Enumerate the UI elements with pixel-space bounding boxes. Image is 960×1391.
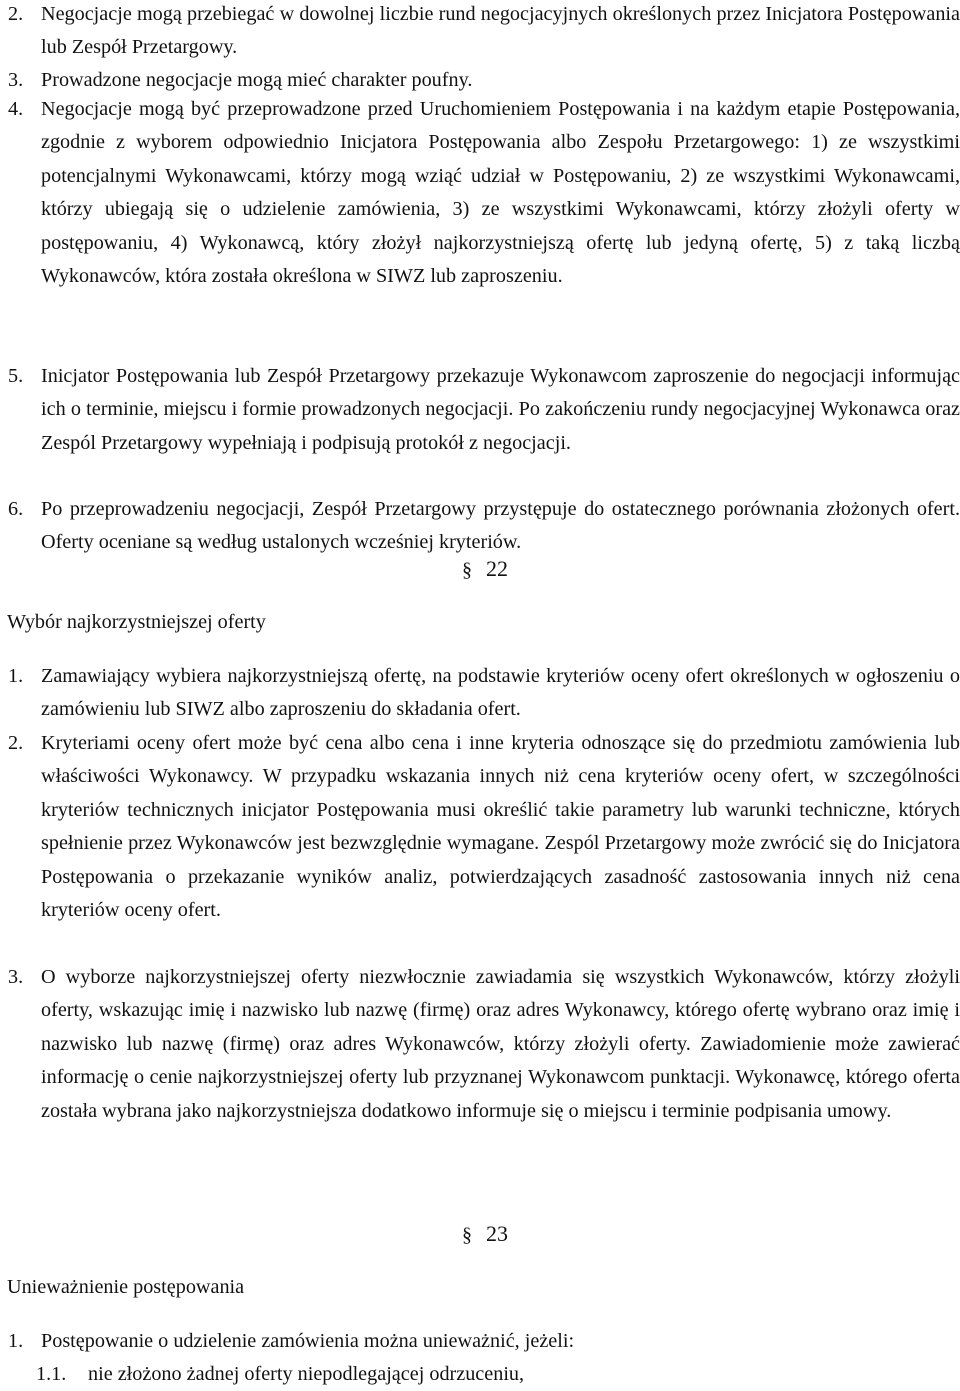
section-marker	[462, 1220, 508, 1249]
list-item	[8, 493, 960, 560]
list-item-number: 4.	[8, 98, 24, 120]
list-item	[8, 660, 960, 727]
list-item-number: 1.	[8, 665, 24, 687]
list-item	[8, 93, 960, 293]
section-symbol: §	[462, 559, 472, 581]
section-number: 22	[486, 556, 508, 581]
list-item	[8, 0, 960, 65]
section-heading: Wybór najkorzystniejszej oferty	[7, 611, 266, 633]
list-item-text: Postępowanie o udzielenie zamówienia można unieważnić, jeżeli:	[41, 1330, 575, 1352]
list-item-number: 1.	[8, 1330, 24, 1352]
list-item	[8, 727, 960, 927]
list-item-text: O wyborze najkorzystniejszej oferty niezwłocznie zawiadamia się wszystkich Wykonawców, którzy złożyli oferty, wskazując imię i nazwisko lub nazwę (firmę) oraz adres Wykonawcy, którego ofertę wybrano oraz imię i nazwisko lub nazwę (firmę) oraz adres Wykonawców, którzy złożyli oferty. Zawiadomienie może zawierać informację o cenie najkorzystniejszej oferty lub przyznanej Wykonawcom punktacji. Wykonawcę, którego oferta została wybrana jako najkorzystniejsza dodatkowo informuje się o miejscu i terminie podpisania umowy.	[41, 966, 960, 1122]
list-item	[8, 1325, 960, 1358]
list-subitem-text: nie złożono żadnej oferty niepodlegającej odrzuceniu,	[88, 1363, 525, 1385]
list-item-text: Negocjacje mogą być przeprowadzone przed Uruchomieniem Postępowania i na każdym etapie Postępowania, zgodnie z wyborem odpowiednio Inicjatora Postępowania albo Zespołu Przetargowego: 1) ze wszystkimi potencjalnymi Wykonawcami, którzy mogą wziąć udział w Postępowaniu, 2) ze wszystkimi Wykonawcami, którzy ubiegają się o udzielenie zamówienia, 3) ze wszystkimi Wykonawcami, którzy złożyli oferty w postępowaniu, 4) Wykonawcą, który złożył najkorzystniejszą ofertę lub jedyną ofertę, 5) z taką liczbą Wykonawców, która została określona w SIWZ lub zaproszeniu.	[41, 98, 960, 288]
list-item-text: Inicjator Postępowania lub Zespół Przetargowy przekazuje Wykonawcom zaproszenie do negocjacji informując ich o terminie, miejscu i formie prowadzonych negocjacji. Po zakończeniu rundy negocjacyjnej Wykonawca oraz Zespól Przetargowy wypełniają i podpisują protokół z negocjacji.	[41, 365, 960, 454]
list-subitem	[36, 1358, 960, 1391]
list-item-number: 2.	[8, 3, 24, 25]
list-item-text: Prowadzone negocjacje mogą mieć charakter poufny.	[41, 69, 473, 91]
list-item-text: Po przeprowadzeniu negocjacji, Zespół Przetargowy przystępuje do ostatecznego porównania złożonych ofert. Oferty oceniane są według ustalonych wcześniej kryteriów.	[41, 498, 960, 554]
section-marker	[462, 555, 508, 584]
section-symbol: §	[462, 1224, 472, 1246]
list-item-number: 5.	[8, 365, 24, 387]
list-item-text: Kryteriami oceny ofert może być cena albo cena i inne kryteria odnoszące się do przedmiotu zamówienia lub właściwości Wykonawcy. W przypadku wskazania innych niż cena kryteriów oceny ofert, w szczególności kryteriów technicznych inicjator Postępowania musi określić takie parametry lub warunki techniczne, których spełnienie przez Wykonawców jest bezwzględnie wymagane. Zespól Przetargowy może zwrócić się do Inicjatora Postępowania o przekazanie wyników analiz, potwierdzających zasadność zastosowania innych niż cena kryteriów oceny ofert.	[41, 732, 960, 922]
list-item	[8, 961, 960, 1128]
list-subitem-number: 1.1.	[36, 1363, 67, 1385]
section-number: 23	[486, 1221, 508, 1246]
list-item-number: 3.	[8, 966, 24, 988]
list-item-text: Zamawiający wybiera najkorzystniejszą ofertę, na podstawie kryteriów oceny ofert określonych w ogłoszeniu o zamówieniu lub SIWZ albo zaproszeniu do składania ofert.	[41, 665, 960, 721]
list-item-number: 6.	[8, 498, 24, 520]
list-item	[8, 360, 960, 460]
list-item-number: 2.	[8, 732, 24, 754]
section-heading: Unieważnienie postępowania	[7, 1276, 245, 1298]
list-item-text: Negocjacje mogą przebiegać w dowolnej liczbie rund negocjacyjnych określonych przez Inicjatora Postępowania lub Zespół Przetargowy.	[41, 3, 960, 59]
list-item-number: 3.	[8, 69, 24, 91]
